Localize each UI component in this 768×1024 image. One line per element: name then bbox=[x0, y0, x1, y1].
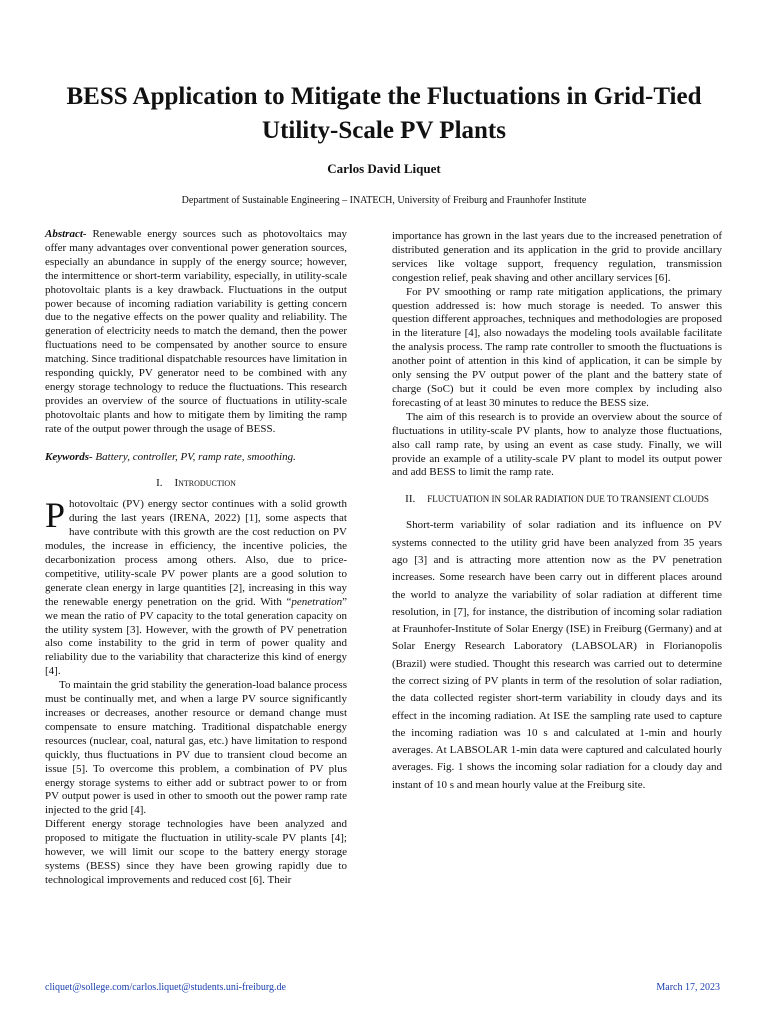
abstract bbox=[45, 228, 347, 437]
intro-paragraph-2: To maintain the grid stability the generation-load balance process must be continually met, and when a large PV source significantly increases or decreases, another resource or demand change must compensate to ensure matching. Traditional dispatchable energy resources (nuclear, coal, natural gas, etc.) have limitation to respond quickly, thus fluctuations in PV due to transient cloud become an issue [5]. To overcome this problem, a combination of PV plus energy storage systems to either add or subtract power to or from PV output power is used in other to smooth out the power ramp rate injected to the grid [4]. bbox=[45, 679, 347, 817]
footer-email-link[interactable]: cliquet@sollege.com/carlos.liquet@students.uni-freiburg.de bbox=[45, 982, 286, 993]
intro-p1-emphasis: penetration bbox=[291, 595, 343, 608]
intro-paragraph-6: The aim of this research is to provide an overview about the source of fluctuations in utility-scale PV plants, how to analyze those fluctuations, also call ramp rate, by using an event as case study. Finally, we will provide an example of a utility-scale PV plant to model its output power and add BESS to limit the ramp rate. bbox=[392, 410, 722, 479]
section-1-title: Introduction bbox=[174, 476, 236, 489]
right-column bbox=[392, 230, 722, 794]
drop-cap: P bbox=[45, 495, 66, 536]
footer-date: March 17, 2023 bbox=[656, 982, 720, 993]
intro-p1-part-a: hotovoltaic (PV) energy sector continues with a solid growth during the last years (IRENA, 2022) [1], some aspects that have contribute with this growth are the cost reduction on PV modules, the increase in efficiency, the incentive policies, the decarbonization process among others. Also, due to price-competitive, utility-scale PV power plants are a good solution to generate clean energy in large quantities [2], increasing in this way the renewable energy penetration on the grid. With “ bbox=[45, 498, 347, 608]
affiliation: Department of Sustainable Engineering – INATECH, University of Freiburg and Fraunhofer Institute bbox=[181, 195, 587, 206]
intro-p1-part-b: ” we mean the ratio of PV capacity to the total generation capacity on the utility system [3]. However, with the growth of PV penetration also come instability to the grid in term of power quality and reliability due to the variability that characterize this kind of energy [4]. bbox=[45, 595, 347, 678]
left-column bbox=[45, 228, 347, 888]
intro-paragraph-1 bbox=[45, 495, 347, 679]
intro-paragraph-4: importance has grown in the last years due to the increased penetration of distributed generation and its application in the grid to provide ancillary services like voltage support, frequency regulation, transmission congestion relief, peak shaving and other ancillary services [6]. bbox=[392, 230, 722, 284]
paper-title: BESS Application to Mitigate the Fluctuations in Grid-Tied Utility-Scale PV Plants bbox=[66, 83, 702, 144]
intro-paragraph-3: Different energy storage technologies have been analyzed and proposed to mitigate the fluctuation in utility-scale PV plants [4]; however, we will limit our scope to the battery energy storage systems (BESS) since they have been growing rapidly due to technological improvements and reduced cost [6]. Their bbox=[45, 818, 347, 886]
keywords bbox=[45, 451, 347, 465]
section-1-number: I. bbox=[156, 476, 163, 489]
section-2-title: FLUCTUATION IN SOLAR RADIATION DUE TO TRANSIENT CLOUDS bbox=[427, 494, 709, 505]
abstract-label: Abstract- bbox=[45, 228, 87, 240]
keywords-label: Keywords- bbox=[45, 450, 93, 463]
author-name: Carlos David Liquet bbox=[327, 161, 441, 176]
section-2-number: II. bbox=[405, 493, 416, 506]
section-1-heading bbox=[45, 477, 347, 491]
keywords-text: Battery, controller, PV, ramp rate, smoothing. bbox=[92, 450, 296, 463]
intro-paragraph-5: For PV smoothing or ramp rate mitigation applications, the primary question addressed is: how much storage is needed. To answer this question different approaches, techniques and methodologies are proposed in the literature [4], also nowadays the modeling tools available facilitate the analysis process. The ramp rate controller to smooth the fluctuations is another point of attention in this kind of application, it can be simple by only sensing the PV output power of the plant and the battery state of charge (SoC) but it could be even more complex by including also forecasting of at least 30 minutes to reduce the BESS size. bbox=[392, 285, 722, 409]
abstract-text: Renewable energy sources such as photovoltaics may offer many advantages over conventional power generation sources, especially an abundance in supply of the energy source; however, the intermittence or short-term variability, especially, in utility-scale photovoltaic plants is a key drawback. Fluctuations in the output power because of incoming radiation variability is getting concern due to the negative effects on the power quality and reliability. The generation of electricity needs to match the demand, then the power fluctuations need to be compensated by another source to ensure matching. Since traditional dispatchable resources have limitation in responding quickly, PV generator need to be combined with any energy storage technology to reduce the fluctuations. This research provides an overview of the source of fluctuations in utility-scale photovoltaic plants and how to mitigate them by limiting the ramp rate of the output power through the usage of BESS. bbox=[45, 228, 347, 435]
section-2-paragraph-1: Short-term variability of solar radiation and its influence on PV systems connected to the utility grid have been analyzed from 35 years ago [3] and is attracting more attention now as the PV penetration increases. Some research have been carry out in different places around the world to analyze the variability of solar radiation at different time resolution, in [7], for instance, the distribution of incoming solar radiation at Fraunhofer-Institute of Solar Energy (ISE) in Freiburg (Germany) and at Solar Energy Research Laboratory (LABSOLAR) in Florianopolis (Brazil) were studied. Thought this research was carried out to determine the correct sizing of PV plants in term of the resolution of solar radiation, the data collected register short-term variability in cloudy days and its effect in the incoming radiation. At ISE the sampling rate used to capture the incoming radiation was 10 s and calculated at 1-min and hourly averages. At LABSOLAR 1-min data were captured and calculated hourly averages. Fig. 1 shows the incoming solar radiation for a cloudy day and instant of 10 s and mean hourly value at the Freiburg site. bbox=[392, 519, 722, 791]
section-2-heading bbox=[392, 492, 722, 507]
